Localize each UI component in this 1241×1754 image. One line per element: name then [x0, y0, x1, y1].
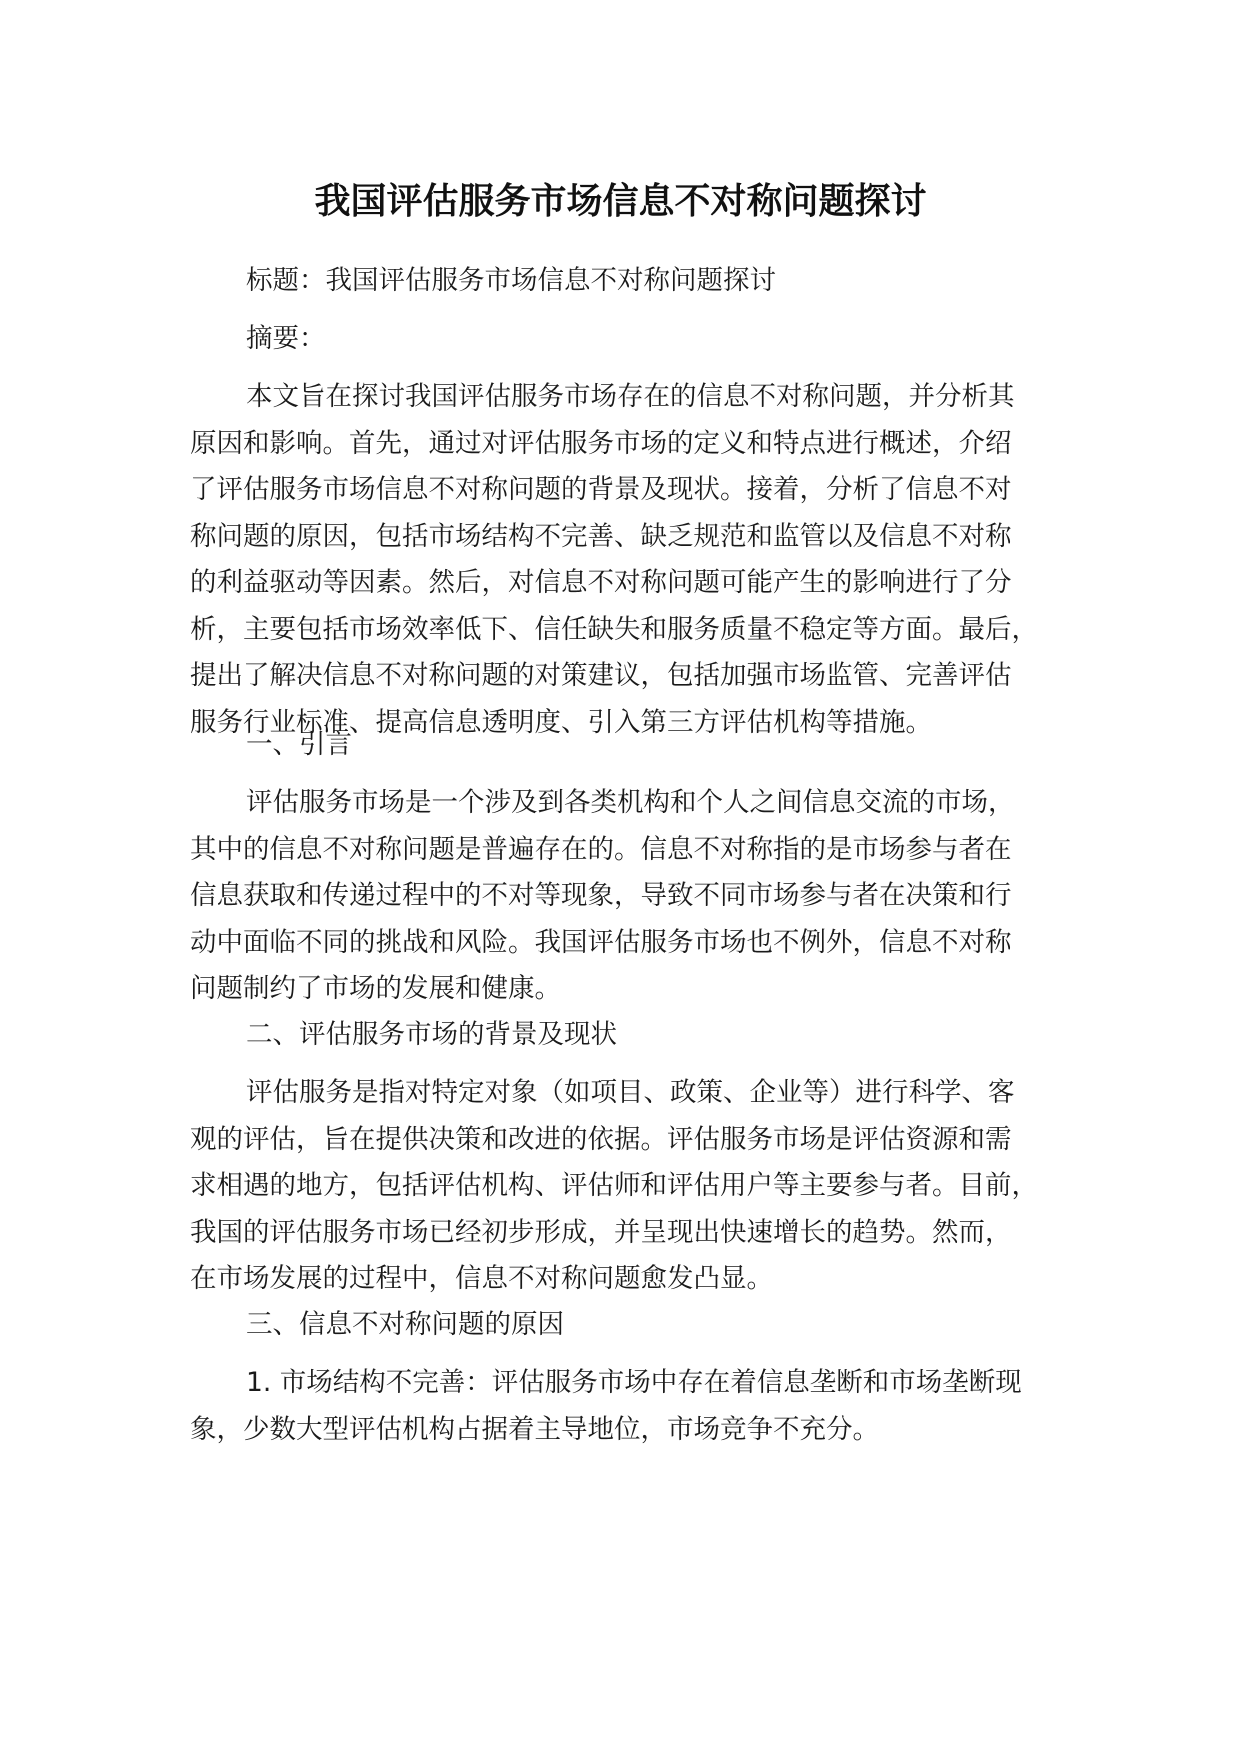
- text-line: 观的评估，旨在提供决策和改进的依据。评估服务市场是评估资源和需: [190, 1123, 1012, 1155]
- text-line: 我国的评估服务市场已经初步形成，并呈现出快速增长的趋势。然而，: [190, 1216, 1012, 1248]
- text-line: 在市场发展的过程中，信息不对称问题愈发凸显。: [190, 1263, 773, 1294]
- paragraph-introduction: [190, 780, 1015, 1013]
- paragraph-title-line: [190, 258, 776, 305]
- text-line: 象，少数大型评估机构占据着主导地位，市场竞争不充分。: [190, 1413, 879, 1445]
- text-line: 信息获取和传递过程中的不对等现象，导致不同市场参与者在决策和行: [190, 880, 1012, 911]
- section-heading: 二、评估服务市场的背景及现状: [246, 1019, 617, 1050]
- text-line: 标题：我国评估服务市场信息不对称问题探讨: [246, 265, 776, 296]
- text-line: 服务行业标准、提高信息透明度、引入第三方评估机构等措施。: [190, 706, 932, 738]
- text-line: 摘要：: [246, 323, 326, 354]
- text-line: 求相遇的地方，包括评估机构、评估师和评估用户等主要参与者。目前，: [190, 1170, 1038, 1201]
- text-line: 1. 市场结构不完善：评估服务市场中存在着信息垄断和市场垄断现: [246, 1367, 1022, 1398]
- paragraph-abstract-label: [190, 316, 326, 363]
- text-line: 了评估服务市场信息不对称问题的背景及现状。接着，分析了信息不对: [190, 474, 1012, 505]
- paragraph-background: [190, 1070, 1038, 1303]
- text-line: 的利益驱动等因素。然后，对信息不对称问题可能产生的影响进行了分: [190, 567, 1012, 598]
- text-line: 动中面临不同的挑战和风险。我国评估服务市场也不例外，信息不对称: [190, 926, 1012, 958]
- text-line: 析，主要包括市场效率低下、信任缺失和服务质量不稳定等方面。最后，: [190, 613, 1038, 645]
- section-heading-causes: [190, 1302, 564, 1349]
- section-heading: 三、信息不对称问题的原因: [246, 1309, 564, 1340]
- text-line: 本文旨在探讨我国评估服务市场存在的信息不对称问题，并分析其: [246, 381, 1015, 412]
- text-line: 评估服务是指对特定对象（如项目、政策、企业等）进行科学、客: [246, 1077, 1015, 1108]
- text-line: 提出了解决信息不对称问题的对策建议，包括加强市场监管、完善评估: [190, 660, 1012, 691]
- section-heading-introduction: [190, 722, 352, 769]
- text-line: 原因和影响。首先，通过对评估服务市场的定义和特点进行概述，介绍: [190, 427, 1012, 459]
- section-heading: 一、引言: [246, 729, 352, 760]
- document-title: 我国评估服务市场信息不对称问题探讨: [314, 181, 927, 222]
- text-line: 称问题的原因，包括市场结构不完善、缺乏规范和监管以及信息不对称: [190, 520, 1012, 552]
- text-line: 问题制约了市场的发展和健康。: [190, 973, 561, 1004]
- section-heading-background: [190, 1012, 617, 1059]
- text-line: 评估服务市场是一个涉及到各类机构和个人之间信息交流的市场，: [246, 787, 1015, 818]
- text-line: 其中的信息不对称问题是普遍存在的。信息不对称指的是市场参与者在: [190, 833, 1012, 865]
- paragraph-abstract: [190, 374, 1038, 746]
- paragraph-cause-1: [190, 1360, 1022, 1453]
